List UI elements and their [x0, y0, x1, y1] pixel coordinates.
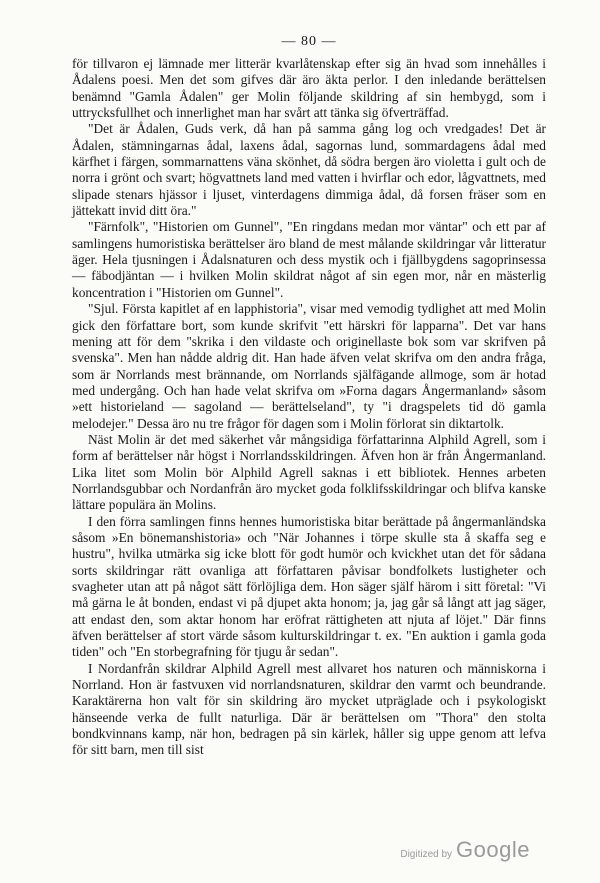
paragraph-7: I Nordanfrån skildrar Alphild Agrell mest allvaret hos naturen och människorna i Norrland. Hon är fastvuxen vid norrlandsnaturen, skildrar den varmt och beundrande. Karaktärerna hon valt för sin skildring äro mycket utpräglade och i psykologiskt hänseende verka de fullt naturliga. Där är berättelsen om "Thora" den stolta bondkvinnans kamp, när hon, bedragen på sin kärlek, håller sig uppe genom att lefva för sitt barn, men till sist: [72, 660, 546, 758]
page-number: — 80 —: [281, 34, 337, 49]
google-logo-icon: Google: [456, 837, 530, 862]
paragraph-5: Näst Molin är det med säkerhet vår mångsidiga författarinna Alphild Agrell, som i form af berättelser når högst i Norrlandsskildringen. Äfven hon är från Ångermanland. Lika litet som Molin bör Alphild Agrell saknas i ett bibliotek. Hennes arbeten Norrlandsgubbar och Nordanfrån äro mycket goda folklifsskildringar och blifva kanske lättare populära än Molins.: [72, 431, 546, 513]
paragraph-2: "Det är Ådalen, Guds verk, då han på samma gång log och vredgades! Det är Ådalen, stämningarnas ådal, laxens ådal, sagornas lund, sommardagens ådal med kärfhet i färgen, sommarnattens väna skönhet, då södra bergen äro violetta i gult och de norra i grönt och svart; högvattnets land med vatten i hvirflar och edor, lågvattnets, med slipade stenars hjässor i ljuset, vinterdagens dimmiga ådal, då forsen fräser som en jättekatt invid ditt öra.": [72, 121, 546, 219]
paragraph-4: "Sjul. Första kapitlet af en lapphistoria", visar med vemodig tydlighet att med Molin gick den författare bort, som kunde skrifvit "ett härskri för lapparna". Det var hans mening att för dem "skrika i den vildaste och originellaste bok som var skrifven på svenska". Men han nådde aldrig dit. Han hade äfven velat skrifva om den andra fråga, som är Norrlands mest brännande, om Norrlands själfägande allmoge, som är hotad med undergång. Och han hade velat skrifva om »Forna dagars Ångermanland» såsom »ett historieland — sagoland — berättelseland", ty "i dragspelets tid dö gamla melodejer." Dessa äro nu tre frågor för dagen som i Molin förlorat sin diktartolk.: [72, 301, 546, 431]
digitized-by-label: Digitized by: [400, 849, 453, 860]
digitized-by-google-watermark: [400, 837, 530, 863]
book-page: [72, 34, 546, 759]
paragraph-1: för tillvaron ej lämnade mer litterär kvarlåtenskap efter sig än hvad som innehålles i Ådalens poesi. Men det som gifves där äro äkta perlor. I den inledande berättelsen benämnd "Gamla Ådalen" ger Molin följande skildring af sin hembygd, som i uttrycksfullhet och innerlighet man har svårt att tänka sig öfverträffad.: [72, 56, 546, 121]
paragraph-6: I den förra samlingen finns hennes humoristiska bitar berättade på ångermanländska såsom »En bönemanshistoria» och "När Johannes i törpe skulle sta å skaffa seg e hustru", hvilka utmärka sig icke blott för godt humör och kvickhet utan det för sådana sorts skildringar rätt ovanliga att författaren påvisar bondfolkets lustigheter och svagheter utan att på något sätt förlöjliga dem. Hon säger själf härom i sitt företal: "Vi må gärna le åt bonden, endast vi på djupet akta honom; ja, jag går så långt att jag säger, att endast den, som aktar honom har eröfrat rättigheten att njuta af löjet." Där finns äfven berättelser af stort värde såsom kulturskildringar t. ex. "En auktion i gamla goda tiden" och "En storbegrafning för tjugu år sedan".: [72, 513, 546, 660]
paragraph-3: "Färnfolk", "Historien om Gunnel", "En ringdans medan mor väntar" och ett par af samlingens humoristiska berättelser äro bland de mest målande skildringar vår litteratur äger. Hela tjusningen i Ådalsnaturen och dess mystik och i fjällbygdens sagoprinsessa — fäbodjäntan — i hvilken Molin skildrat något af sin egen mor, når en mästerlig koncentration i "Historien om Gunnel".: [72, 219, 546, 300]
